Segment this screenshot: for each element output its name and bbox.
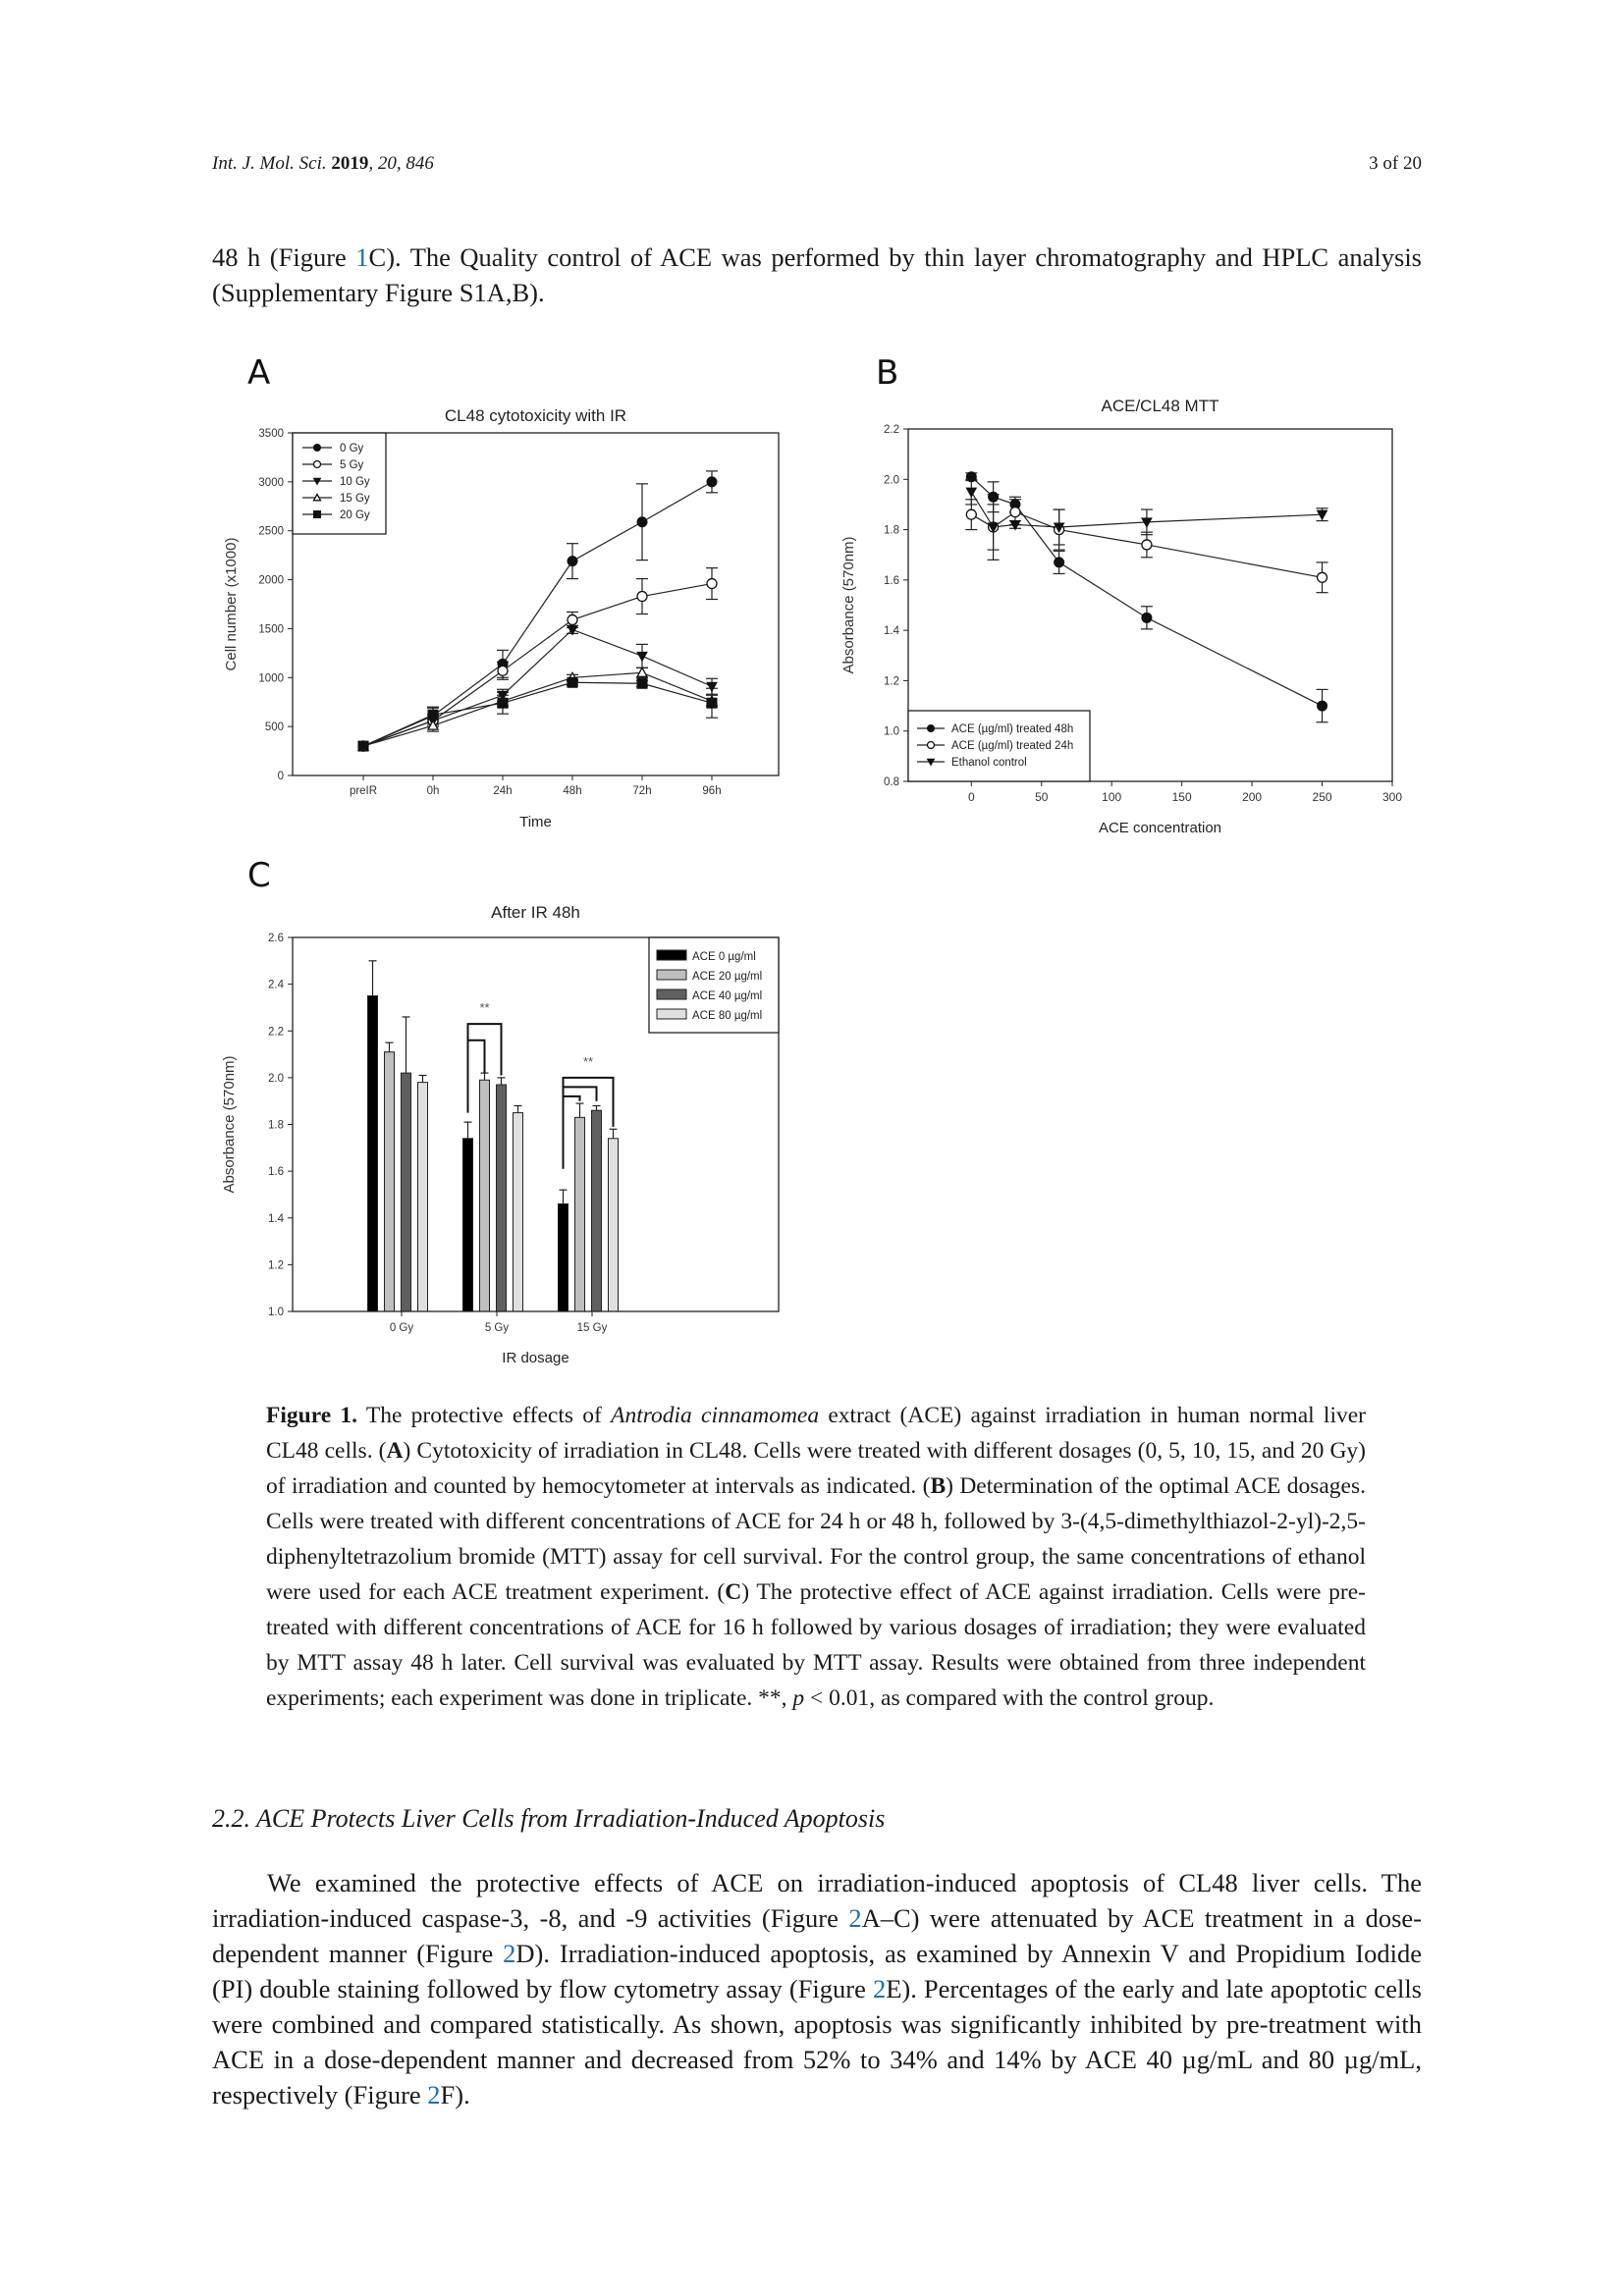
svg-text:**: ** [582,1053,594,1069]
text-run: C). The Quality control of ACE was performed by thin layer chromatography and HPLC analysis (Supplementary Figure S1A,B). [212,242,1422,307]
svg-text:0: 0 [277,771,284,782]
svg-text:1.0: 1.0 [884,725,899,738]
figure-caption [266,1398,1366,1716]
svg-text:1.6: 1.6 [268,1166,284,1179]
chart-b-mtt [835,393,1424,854]
text-run: We examined the protective effects of ACE on irradiation-induced apoptosis of CL48 liver cells. The irradiation-induced caspase-3, -8, and -9 activities (Figure [212,1868,1422,1933]
svg-text:ACE 80 µg/ml: ACE 80 µg/ml [692,1010,763,1022]
panel-label-b: B [876,353,899,393]
svg-text:ACE/CL48 MTT: ACE/CL48 MTT [1101,397,1219,415]
panel-label-c: C [247,856,271,895]
svg-text:After IR 48h: After IR 48h [491,903,580,922]
svg-text:CL48 cytotoxicity with IR: CL48 cytotoxicity with IR [444,406,627,425]
svg-text:0 Gy: 0 Gy [389,1322,414,1334]
figure-link[interactable]: 2 [503,1939,516,1968]
panel-ref: B [930,1473,947,1499]
text-run: ) The protective effect of ACE against irradiation. Cells were pre-treated with different concentrations of ACE for 16 h followed by various dosages of irradiation; they were evaluated by MTT assay 48 h later. Cell survival was evaluated by MTT assay. Results were obtained from three independent experiments; each experiment was done in triplicate. **, [266,1579,1366,1711]
chart-c-after-ir [216,888,805,1379]
figure-link[interactable]: 1 [355,242,369,272]
svg-text:1500: 1500 [258,623,284,636]
svg-text:20 Gy: 20 Gy [340,509,370,521]
svg-text:IR dosage: IR dosage [502,1350,569,1366]
svg-text:2.4: 2.4 [268,979,284,991]
svg-text:1.6: 1.6 [884,574,899,587]
svg-text:96h: 96h [702,785,722,797]
svg-text:1.4: 1.4 [268,1212,284,1225]
svg-text:2.2: 2.2 [884,424,899,436]
p-value-symbol: p [792,1685,805,1711]
svg-text:1.8: 1.8 [884,524,899,537]
text-run: ) Determination of the optimal ACE dosages. Cells were treated with different concentrations of ACE for 24 h or 48 h, followed by 3-(4,5-dimethylthiazol-2-yl)-2,5-diphenyltetrazolium bromide (MTT) assay for cell survival. For the control group, the same concentrations of ethanol were used for each ACE treatment experiment. ( [266,1473,1366,1605]
svg-text:1.8: 1.8 [268,1119,284,1132]
species-name: Antrodia cinnamomea [611,1403,820,1428]
svg-text:Absorbance (570nm): Absorbance (570nm) [840,536,857,674]
svg-text:500: 500 [264,721,284,734]
svg-text:10 Gy: 10 Gy [340,476,370,488]
svg-text:300: 300 [1381,790,1403,804]
svg-text:150: 150 [1171,790,1192,804]
svg-text:50: 50 [1035,790,1049,804]
svg-text:1.0: 1.0 [268,1307,284,1318]
panel-ref: A [386,1438,404,1464]
svg-text:5 Gy: 5 Gy [340,459,364,471]
body-paragraph [212,1865,1422,2112]
svg-text:2.6: 2.6 [268,933,284,944]
journal-volume: , 20, 846 [368,153,434,174]
svg-text:1.2: 1.2 [268,1259,284,1272]
intro-paragraph [212,240,1422,310]
text-run: A–C) were attenuated by ACE treatment in a dose-dependent manner (Figure [212,1903,1422,1968]
caption-label: Figure 1. [266,1403,358,1428]
panel-ref: C [725,1579,742,1605]
svg-text:2000: 2000 [258,574,284,587]
text-run: E). Percentages of the early and late apoptotic cells were combined and compared statistically. As shown, apoptosis was significantly inhibited by pre-treatment with ACE in a dose-dependent manner and decreased from 52% to 34% and 14% by ACE 40 µg/mL and 80 µg/mL, respectively (Figure [212,1974,1422,2109]
svg-text:preIR: preIR [349,785,378,797]
svg-text:3500: 3500 [258,428,284,440]
svg-text:0h: 0h [426,785,440,797]
text-run: F). [440,2080,470,2109]
svg-text:1.2: 1.2 [884,675,899,688]
svg-text:ACE 0 µg/ml: ACE 0 µg/ml [692,951,756,963]
svg-text:**: ** [479,1000,490,1016]
svg-text:0.8: 0.8 [884,776,899,788]
svg-text:15 Gy: 15 Gy [340,493,370,505]
svg-text:100: 100 [1102,790,1122,804]
figure-link[interactable]: 2 [427,2080,441,2109]
svg-text:ACE 20 µg/ml: ACE 20 µg/ml [692,971,763,983]
text-run: < 0.01, as compared with the control group. [804,1685,1215,1711]
text-run: 48 h (Figure [212,242,356,272]
figure-link[interactable]: 2 [872,1974,887,2003]
text-run: D). Irradiation-induced apoptosis, as examined by Annexin V and Propidium Iodide (PI) double staining followed by flow cytometry assay (Figure [212,1939,1422,2003]
svg-text:0: 0 [967,790,975,804]
svg-text:Absorbance (570nm): Absorbance (570nm) [221,1055,238,1194]
chart-a-cell-number [216,393,805,854]
svg-text:2500: 2500 [258,525,284,538]
section-heading: 2.2. ACE Protects Liver Cells from Irradiation-Induced Apoptosis [212,1804,886,1833]
svg-text:ACE 40 µg/ml: ACE 40 µg/ml [692,990,763,1002]
svg-text:2.0: 2.0 [884,474,899,487]
svg-text:ACE (µg/ml) treated 48h: ACE (µg/ml) treated 48h [951,723,1074,735]
panel-label-a: A [247,353,271,393]
svg-text:15 Gy: 15 Gy [576,1322,608,1334]
svg-text:5 Gy: 5 Gy [484,1322,510,1334]
page-number: 3 of 20 [1369,153,1422,174]
journal-year: 2019 [331,153,369,174]
svg-text:Time: Time [519,814,552,830]
svg-text:2.0: 2.0 [268,1072,284,1085]
text-run: ) Cytotoxicity of irradiation in CL48. Cells were treated with different dosages (0, 5, 10, 15, and 20 Gy) of irradiation and counted by hemocytometer at intervals as indicated. ( [266,1438,1367,1499]
svg-text:1000: 1000 [258,672,284,685]
svg-text:200: 200 [1242,790,1263,804]
svg-text:ACE concentration: ACE concentration [1098,820,1222,836]
svg-text:48h: 48h [563,785,582,797]
svg-text:250: 250 [1312,790,1332,804]
svg-text:Ethanol control: Ethanol control [951,757,1027,769]
svg-text:0 Gy: 0 Gy [340,443,364,454]
svg-text:Cell number (x1000): Cell number (x1000) [223,537,240,671]
svg-text:ACE (µg/ml) treated 24h: ACE (µg/ml) treated 24h [951,740,1074,752]
running-head [212,153,434,175]
text-run: extract (ACE) against irradiation in human normal liver CL48 cells. ( [266,1403,1366,1464]
svg-text:3000: 3000 [258,476,284,489]
figure-link[interactable]: 2 [848,1903,862,1933]
journal-name: Int. J. Mol. Sci. [212,153,327,174]
svg-text:1.4: 1.4 [884,625,899,638]
svg-text:72h: 72h [632,785,652,797]
text-run: The protective effects of [357,1403,612,1428]
svg-text:2.2: 2.2 [268,1026,284,1039]
svg-text:24h: 24h [493,785,513,797]
